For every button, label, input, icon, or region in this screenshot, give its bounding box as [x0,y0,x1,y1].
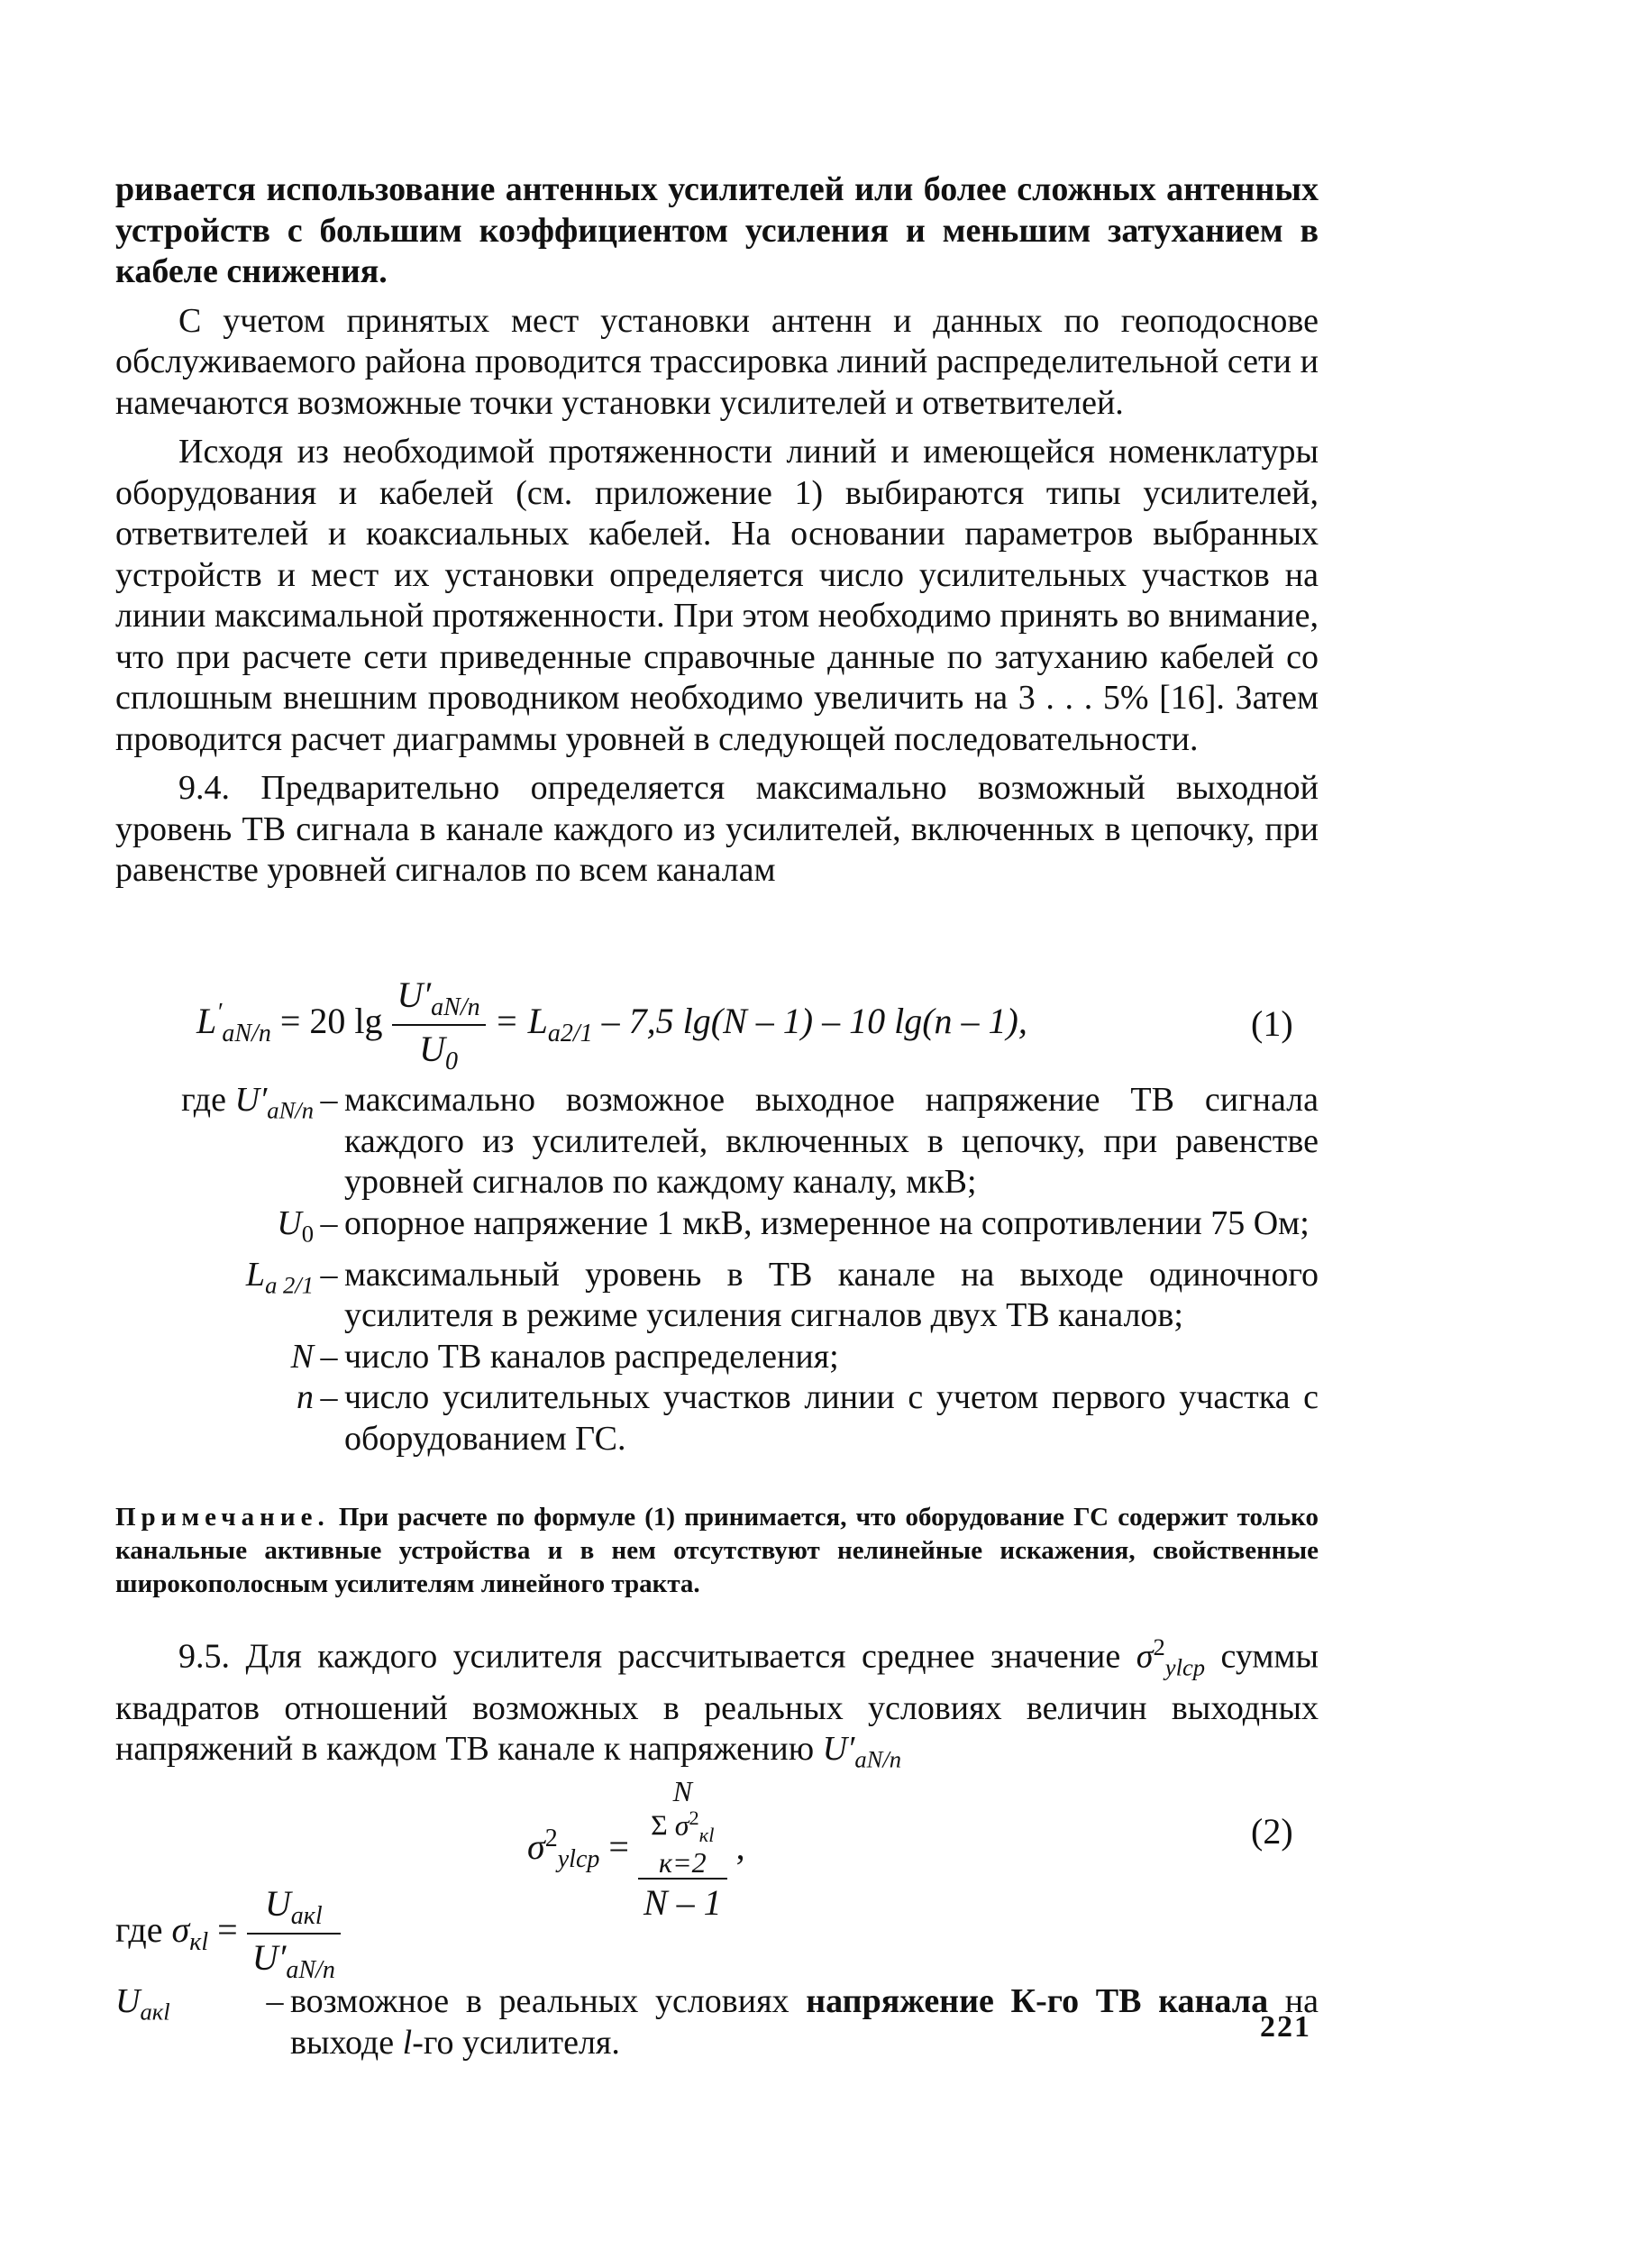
note-block [115,1501,1319,1601]
definition-row: N – число ТВ каналов распределения; [290,1337,839,1376]
body-text-top [115,169,1319,900]
formula-1-fraction: $\frac{U'_{aN/n}}{U_0}$ [392,974,486,1076]
paragraph-9-5: 9.5. Для каждого усилителя рассчитывается среднее значение $\sigma^2_{ylср}$ суммы квадратов отношений возможных в реальных условиях величин выходных напряжений в каждом ТВ канале к напряжению $U'_{aN/n}$ [115,1633,1319,1773]
definition-row: n – число усилительных участков линии с учетом первого участка с оборудованием ГС. [297,1378,1319,1458]
definition-row: где $U'_{aN/n}$ – максимально возможное выходное напряжение ТВ сигнала каждого из усилителей, включенных в цепочку, при равенстве уровней сигналов по каждому каналу, мкВ; [181,1081,1319,1201]
formula-2-fraction: N Σ $\sigma^2_{кl}$ к=2 N – 1 [638,1778,727,1924]
paragraph-9-5-block [115,1627,1319,1788]
page-number: 221 [1260,2010,1311,2044]
formula-sigma-definition: где $\sigma_{кl}$ = $\frac{U_{aкl}}{U'_{aN/n}}$ [115,1882,341,1985]
paragraph-continuation: ривается использование антенных усилителей или более сложных антенных устройств с большим коэффициентом усиления и меньшим затуханием в кабеле снижения. [115,170,1319,290]
formula-1: $L'_{aN/n} = 20$ lg $\frac{U'_{aN/n}}{U_0}$ = $L_{a2/1} - 7,5$ lg(N – 1) – 10 lg(n – 1), [196,974,1027,1075]
equation-number-2: (2) [1251,1811,1293,1852]
equation-number-1: (1) [1251,1003,1293,1044]
definition-row: $L_{a 2/1}$ – максимальный уровень в ТВ канале на выходе одиночного усилителя в режиме усиления сигналов двух ТВ каналов; [245,1255,1319,1335]
paragraph-route-planning: С учетом принятых мест установки антенн и данных по геоподоснове обслуживаемого района проводится трассировка линий распределительной сети и намечаются возможные точки установки усилителей и ответвителей. [115,301,1319,422]
definition-2: $U_{aкl}$ – возможное в реальных условиях напряжение К-го ТВ канала на выходе l-го усилителя. [115,1982,1319,2062]
note-text: При расчете по формуле (1) принимается, что оборудование ГС содержит только канальные активные устройства и в нем отсутствуют нелинейные искажения, свойственные широкополосным усилителям линейного тракта. [115,1503,1319,1598]
definition-row: $U_0$ – опорное напряжение 1 мкВ, измеренное на сопротивлении 75 Ом; [277,1203,1310,1248]
paragraph-equipment-selection: Исходя из необходимой протяженности линий и имеющейся номенклатуры оборудования и кабелей (см. приложение 1) выбираются типы усилителей, ответвителей и коаксиальных кабелей. На основании параметров выбранных устройств и мест их установки определяется число усилительных участков на линии максимальной протяженности. При этом необходимо принять во внимание, что при расчете сети приведенные справочные данные по затуханию кабелей со сплошным внешним проводником необходимо увеличить на 3 . . . 5% [16]. Затем проводится расчет диаграммы уровней в следующей последовательности. [115,433,1319,758]
note-label: Примечание. [115,1503,330,1532]
sigma-fraction: $\frac{U_{aкl}}{U'_{aN/n}}$ [247,1882,341,1985]
definitions-1 [115,1080,1319,1459]
paragraph-9-4: 9.4. Предварительно определяется максимально возможный выходной уровень ТВ сигнала в канале каждого из усилителей, включенных в цепочку, при равенстве уровней сигналов по всем каналам [115,769,1319,889]
formula-2: $\sigma^2_{ylср}$ = N Σ $\sigma^2_{кl}$ к=2 N – 1 , [527,1775,745,1924]
